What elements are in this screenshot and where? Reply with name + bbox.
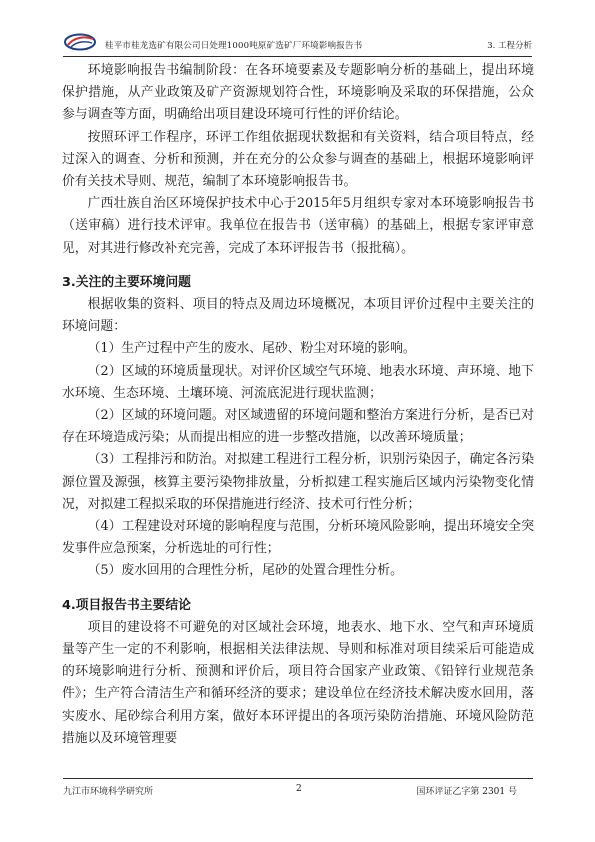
- list-item: （3）工程排污和防治。对拟建工程进行工程分析，识别污染因子，确定各污染源位置及源强，核算主要污染物排放量，分析拟建工程实施后区域内污染物变化情况，对拟建工程拟采取的环保措施进行经济、技术可行性分析；: [62, 452, 534, 512]
- institute-logo-icon: [63, 32, 97, 52]
- paragraph: 根据收集的资料、项目的特点及周边环境概况，本项目评价过程中主要关注的环境问题：: [62, 297, 534, 335]
- footer-organization: 九江市环境科学研究所: [63, 787, 154, 797]
- document-title: 桂平市桂龙选矿有限公司日处理1000吨原矿选矿厂环境影响报告书: [105, 41, 363, 51]
- paragraph: 项目的建设将不可避免的对区域社会环境，地表水、地下水、空气和声环境质量等产生一定的不利影响，根据相关法律法规、导则和标准对项目续采后可能造成的环境影响进行分析、预测和评价后，项目符合国家产业政策、《铅锌行业规范条件》；生产符合清洁生产和循环经济的要求；建设单位在经济技术解决废水回用，落实废水、尾砂综合利用方案，做好本环评提出的各项污染防治措施、环境风险防范措施以及环境管理要: [62, 619, 534, 746]
- section-heading: 4.项目报告书主要结论: [62, 597, 191, 613]
- list-item: （4）工程建设对环境的影响程度与范围，分析环境风险影响，提出环境安全突发事件应急预案，分析选址的可行性；: [62, 519, 534, 557]
- list-item: （2）区域的环境问题。对区域遗留的环境问题和整治方案进行分析，是否已对存在环境造成污染；从而提出相应的进一步整改措施，以改善环境质量；: [62, 408, 534, 446]
- page-number: 2: [296, 784, 302, 794]
- certificate-number: 国环评证乙字第 2301 号: [416, 787, 517, 797]
- list-item: （2）区域的环境质量现状。对评价区域空气环境、地表水环境、声环境、地下水环境、生态环境、土壤环境、河流底泥进行现状监测；: [62, 363, 534, 401]
- paragraph: 按照环评工作程序，环评工作组依据现状数据和有关资料，结合项目特点，经过深入的调查、分析和预测，并在充分的公众参与调查的基础上，根据环境影响评价有关技术导则、规范，编制了本环境影响报告书。: [62, 129, 534, 190]
- list-item: （5）废水回用的合理性分析，尾砂的处置合理性分析。: [87, 563, 403, 579]
- list-item: （1）生产过程中产生的废水、尾砂、粉尘对环境的影响。: [87, 341, 416, 357]
- paragraph: 环境影响报告书编制阶段：在各环境要素及专题影响分析的基础上，提出环境保护措施，从产业政策及矿产资源规划符合性，环境影响及采取的环保措施，公众参与调查等方面，明确给出项目建设环境可行性的评价结论。: [62, 63, 534, 123]
- page-header: [63, 30, 532, 57]
- section-heading: 3.关注的主要环境问题: [62, 274, 191, 290]
- page-body: [62, 60, 534, 750]
- page-footer: [63, 778, 533, 797]
- paragraph: 广西壮族自治区环境保护技术中心于2015年5月组织专家对本环境影响报告书（送审稿）进行技术评审。我单位在报告书（送审稿）的基础上，根据专家评审意见，对其进行修改补充完善，完成了本环评报告书（报批稿）。: [62, 196, 534, 256]
- section-label: 3. 工程分析: [487, 41, 532, 51]
